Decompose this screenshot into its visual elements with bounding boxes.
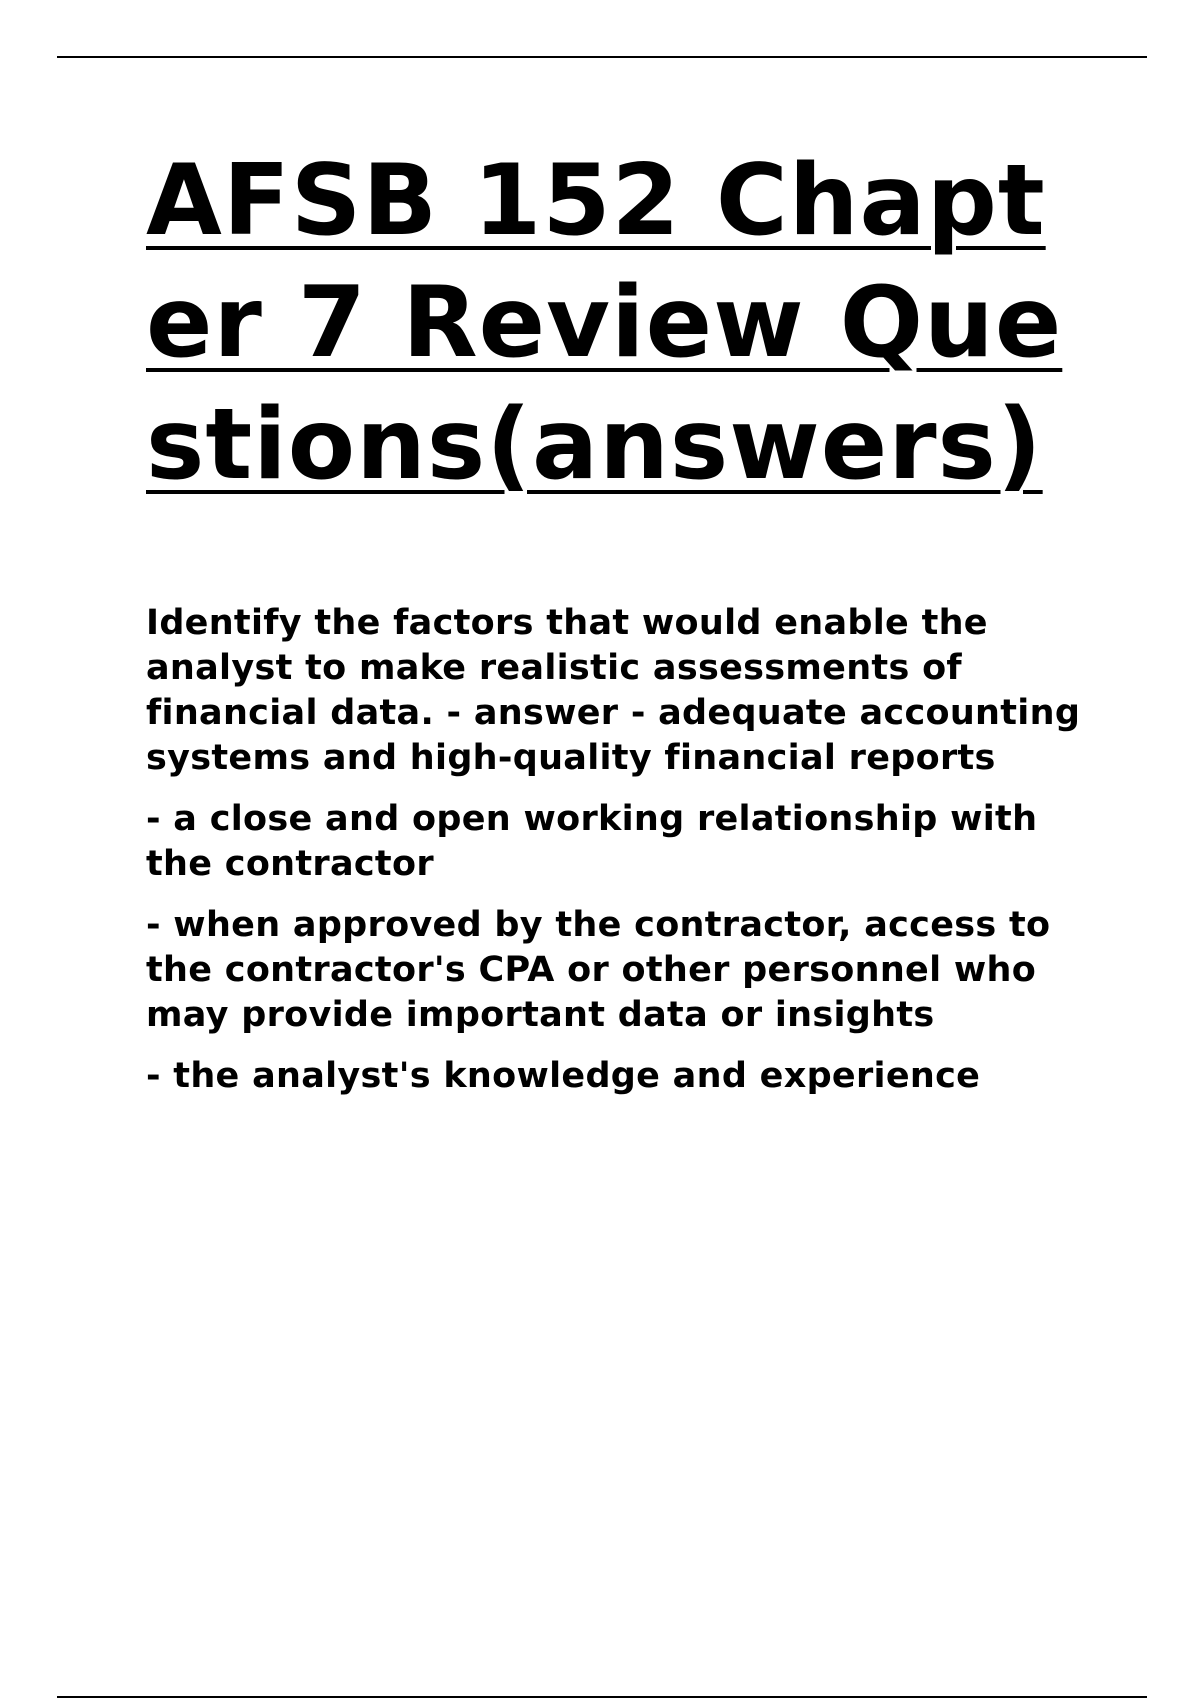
question-text: Identify the factors that would enable the analyst to make realistic assessments of financial data. - answer - adequate accounting systems and high-quality financial reports — [146, 603, 1081, 778]
answer-point: - a close and open working relationship with the contractor — [146, 799, 1038, 884]
header-rule — [57, 56, 1147, 58]
footer-rule — [57, 1696, 1147, 1698]
document-body — [146, 140, 1090, 1115]
answer-point: - the analyst's knowledge and experience — [146, 1056, 981, 1096]
answer-point: - when approved by the contractor, access to the contractor's CPA or other personnel who may provide important data or insights — [146, 905, 1051, 1035]
question-answer-block — [146, 601, 1096, 1099]
document-title: AFSB 152 Chapter 7 Review Questions(answers) — [146, 144, 1063, 502]
